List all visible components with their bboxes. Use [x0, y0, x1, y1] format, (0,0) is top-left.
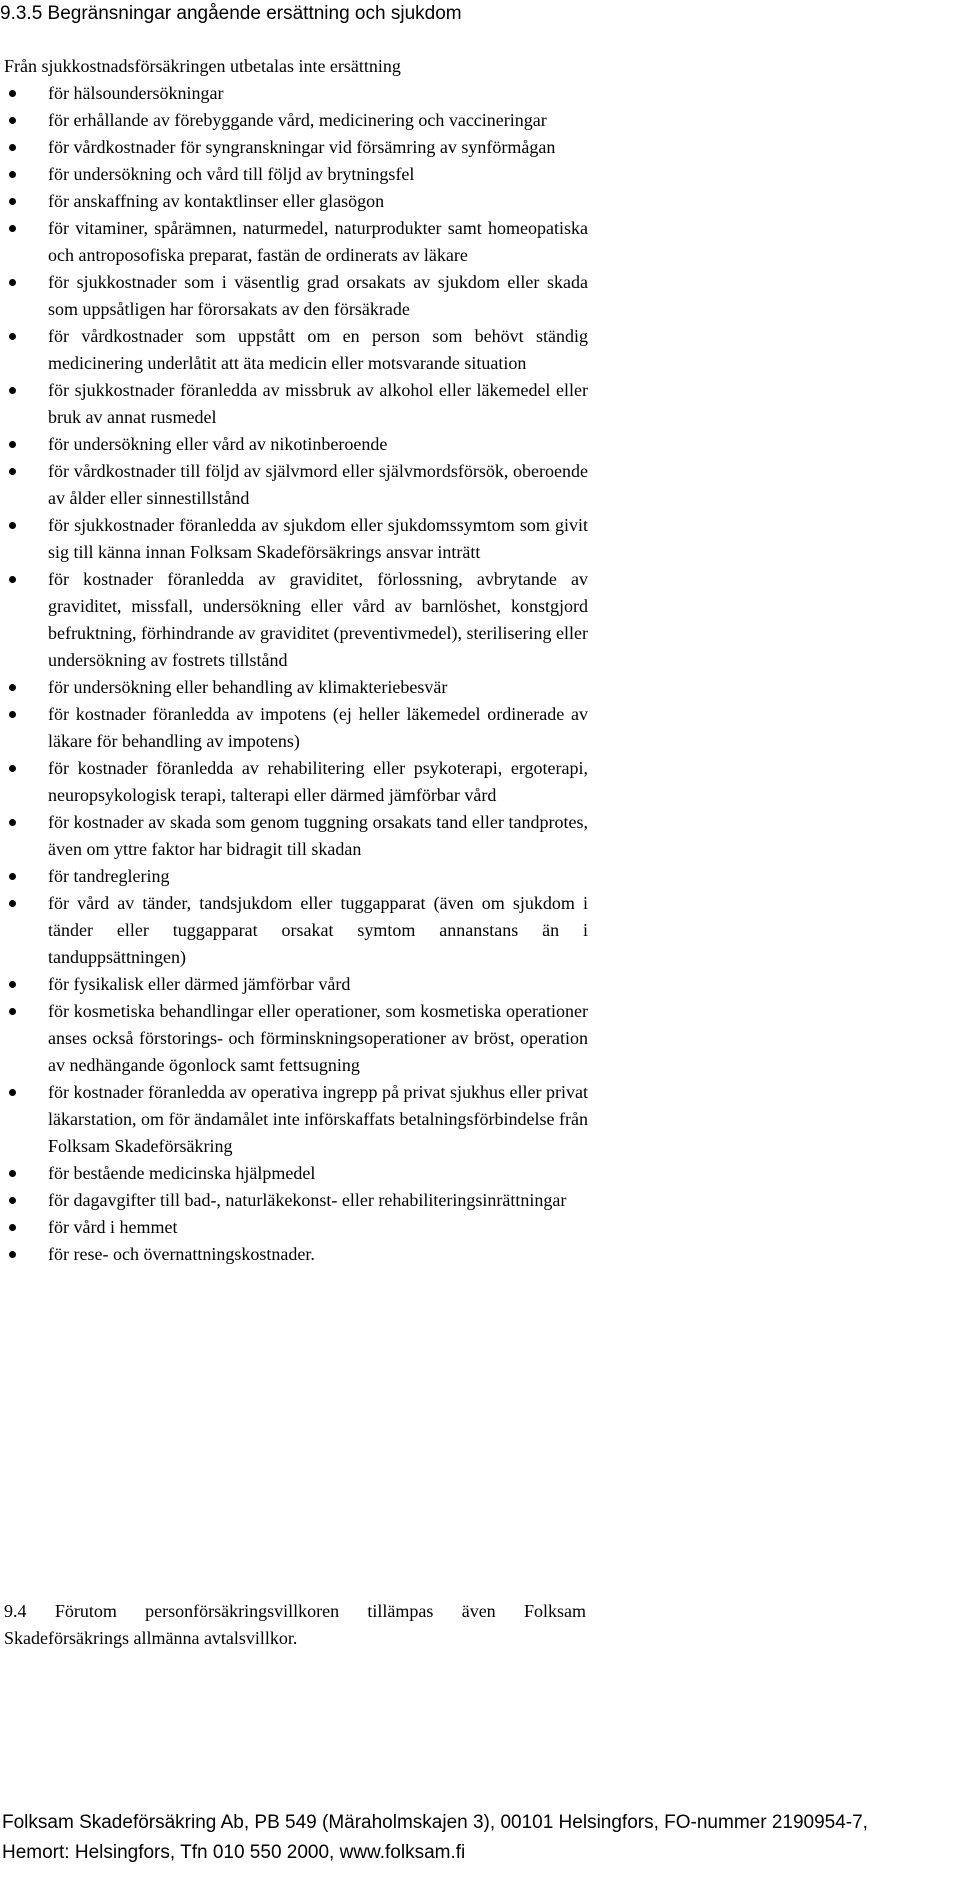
list-item: [0, 809, 588, 863]
bullet-icon: [9, 387, 16, 394]
list-item-text: för hälsoundersökningar: [48, 83, 224, 103]
bullet-icon: [9, 144, 16, 151]
bullet-icon: [9, 441, 16, 448]
footer-line-contact: Hemort: Helsingfors, Tfn 010 550 2000, www.folksam.fi: [2, 1842, 466, 1863]
list-item: [0, 998, 588, 1079]
list-item: [0, 1079, 588, 1160]
list-item: [0, 323, 588, 377]
list-item-text: för vårdkostnader för syngranskningar vid försämring av synförmågan: [48, 137, 556, 157]
list-item: [0, 431, 588, 458]
section-heading: 9.3.5 Begränsningar angående ersättning och sjukdom: [0, 3, 462, 24]
list-item-text: för kostnader föranledda av impotens (ej heller läkemedel ordinerade av läkare för behandling av impotens): [48, 704, 588, 751]
list-item-text: för anskaffning av kontaktlinser eller glasögon: [48, 191, 385, 211]
list-item-text: för kostnader föranledda av operativa ingrepp på privat sjukhus eller privat läkarstation, om för ändamålet inte införskaffats betalningsförbindelse från Folksam Skadeförsäkring: [48, 1082, 588, 1156]
bullet-icon: [9, 279, 16, 286]
list-item: [0, 1187, 588, 1214]
bullet-icon: [9, 1251, 16, 1258]
list-item-text: för vitaminer, spårämnen, naturmedel, naturprodukter samt homeopatiska och antroposofiska preparat, fastän de ordinerats av läkare: [48, 218, 588, 265]
list-item: [0, 377, 588, 431]
list-item-text: för undersökning eller behandling av klimakteriebesvär: [48, 677, 448, 697]
list-item: [0, 134, 588, 161]
bullet-icon: [9, 684, 16, 691]
list-item: [0, 863, 588, 890]
list-item: [0, 188, 588, 215]
list-item: [0, 890, 588, 971]
list-item-text: för kostnader föranledda av rehabilitering eller psykoterapi, ergoterapi, neuropsykologisk terapi, talterapi eller därmed jämförbar vård: [48, 758, 588, 805]
list-item: [0, 566, 588, 674]
footer-line-company: Folksam Skadeförsäkring Ab, PB 549 (Märaholmskajen 3), 00101 Helsingfors, FO-nummer 2190954-7,: [2, 1812, 868, 1833]
list-item-text: för sjukkostnader föranledda av sjukdom eller sjukdomssymtom som givit sig till känna innan Folksam Skadeförsäkrings ansvar inträtt: [48, 515, 588, 562]
list-item-text: för erhållande av förebyggande vård, medicinering och vaccineringar: [48, 110, 547, 130]
bullet-icon: [9, 90, 16, 97]
list-item: [0, 701, 588, 755]
bullet-icon: [9, 225, 16, 232]
bullet-icon: [9, 1170, 16, 1177]
bullet-icon: [9, 900, 16, 907]
list-item-text: för bestående medicinska hjälpmedel: [48, 1163, 316, 1183]
list-item-text: för dagavgifter till bad-, naturläkekonst- eller rehabiliteringsinrättningar: [48, 1190, 567, 1210]
list-item: [0, 107, 588, 134]
list-item-text: för tandreglering: [48, 866, 170, 886]
list-item: [0, 674, 588, 701]
bullet-icon: [9, 765, 16, 772]
list-item: [0, 215, 588, 269]
list-item: [0, 1214, 588, 1241]
bullet-icon: [9, 576, 16, 583]
bullet-icon: [9, 171, 16, 178]
bullet-icon: [9, 873, 16, 880]
intro-text: Från sjukkostnadsförsäkringen utbetalas inte ersättning: [4, 56, 401, 76]
list-item-text: för kostnader föranledda av graviditet, förlossning, avbrytande av graviditet, missfall, undersökning eller vård av barnlöshet, konstgjord befruktning, förhindrande av graviditet (preventivmedel), sterilisering eller undersökning av fostrets tillstånd: [48, 569, 588, 670]
bullet-icon: [9, 522, 16, 529]
list-item-text: för sjukkostnader föranledda av missbruk av alkohol eller läkemedel eller bruk av annat rusmedel: [48, 380, 588, 427]
list-item: [0, 755, 588, 809]
list-item: [0, 161, 588, 188]
list-item-text: för sjukkostnader som i väsentlig grad orsakats av sjukdom eller skada som uppsåtligen har förorsakats av den försäkrade: [48, 272, 588, 319]
list-item: [0, 512, 588, 566]
list-item-text: för rese- och övernattningskostnader.: [48, 1244, 315, 1264]
bullet-icon: [9, 1224, 16, 1231]
list-item: [0, 269, 588, 323]
closing-paragraph: 9.4 Förutom personförsäkringsvillkoren tillämpas även Folksam Skadeförsäkrings allmänna avtalsvillkor.: [4, 1601, 586, 1648]
list-item-text: för vård av tänder, tandsjukdom eller tuggapparat (även om sjukdom i tänder eller tuggapparat orsakat symtom annanstans än i tanduppsättningen): [48, 893, 588, 967]
list-item-text: för undersökning och vård till följd av brytningsfel: [48, 164, 415, 184]
bullet-icon: [9, 333, 16, 340]
list-item-text: för vårdkostnader till följd av självmord eller självmordsförsök, oberoende av ålder eller sinnestillstånd: [48, 461, 588, 508]
list-item: [0, 458, 588, 512]
bullet-icon: [9, 117, 16, 124]
list-item: [0, 1160, 588, 1187]
list-item: [0, 1241, 588, 1268]
list-item: [0, 971, 588, 998]
list-item-text: för kostnader av skada som genom tuggning orsakats tand eller tandprotes, även om yttre faktor har bidragit till skadan: [48, 812, 588, 859]
list-item-text: för kosmetiska behandlingar eller operationer, som kosmetiska operationer anses också förstorings- och förminskningsoperationer av bröst, operation av nedhängande ögonlock samt fettsugning: [48, 1001, 588, 1075]
bullet-icon: [9, 1197, 16, 1204]
bullet-icon: [9, 711, 16, 718]
bullet-icon: [9, 198, 16, 205]
bullet-icon: [9, 1008, 16, 1015]
list-item-text: för fysikalisk eller därmed jämförbar vård: [48, 974, 351, 994]
bullet-icon: [9, 1089, 16, 1096]
bullet-icon: [9, 819, 16, 826]
bullet-icon: [9, 468, 16, 475]
exclusion-list: [0, 80, 600, 1268]
bullet-icon: [9, 981, 16, 988]
list-item: [0, 80, 588, 107]
footer: [2, 1808, 958, 1868]
list-item-text: för vård i hemmet: [48, 1217, 178, 1237]
list-item-text: för undersökning eller vård av nikotinberoende: [48, 434, 388, 454]
list-item-text: för vårdkostnader som uppstått om en person som behövt ständig medicinering underlåtit att äta medicin eller motsvarande situation: [48, 326, 588, 373]
